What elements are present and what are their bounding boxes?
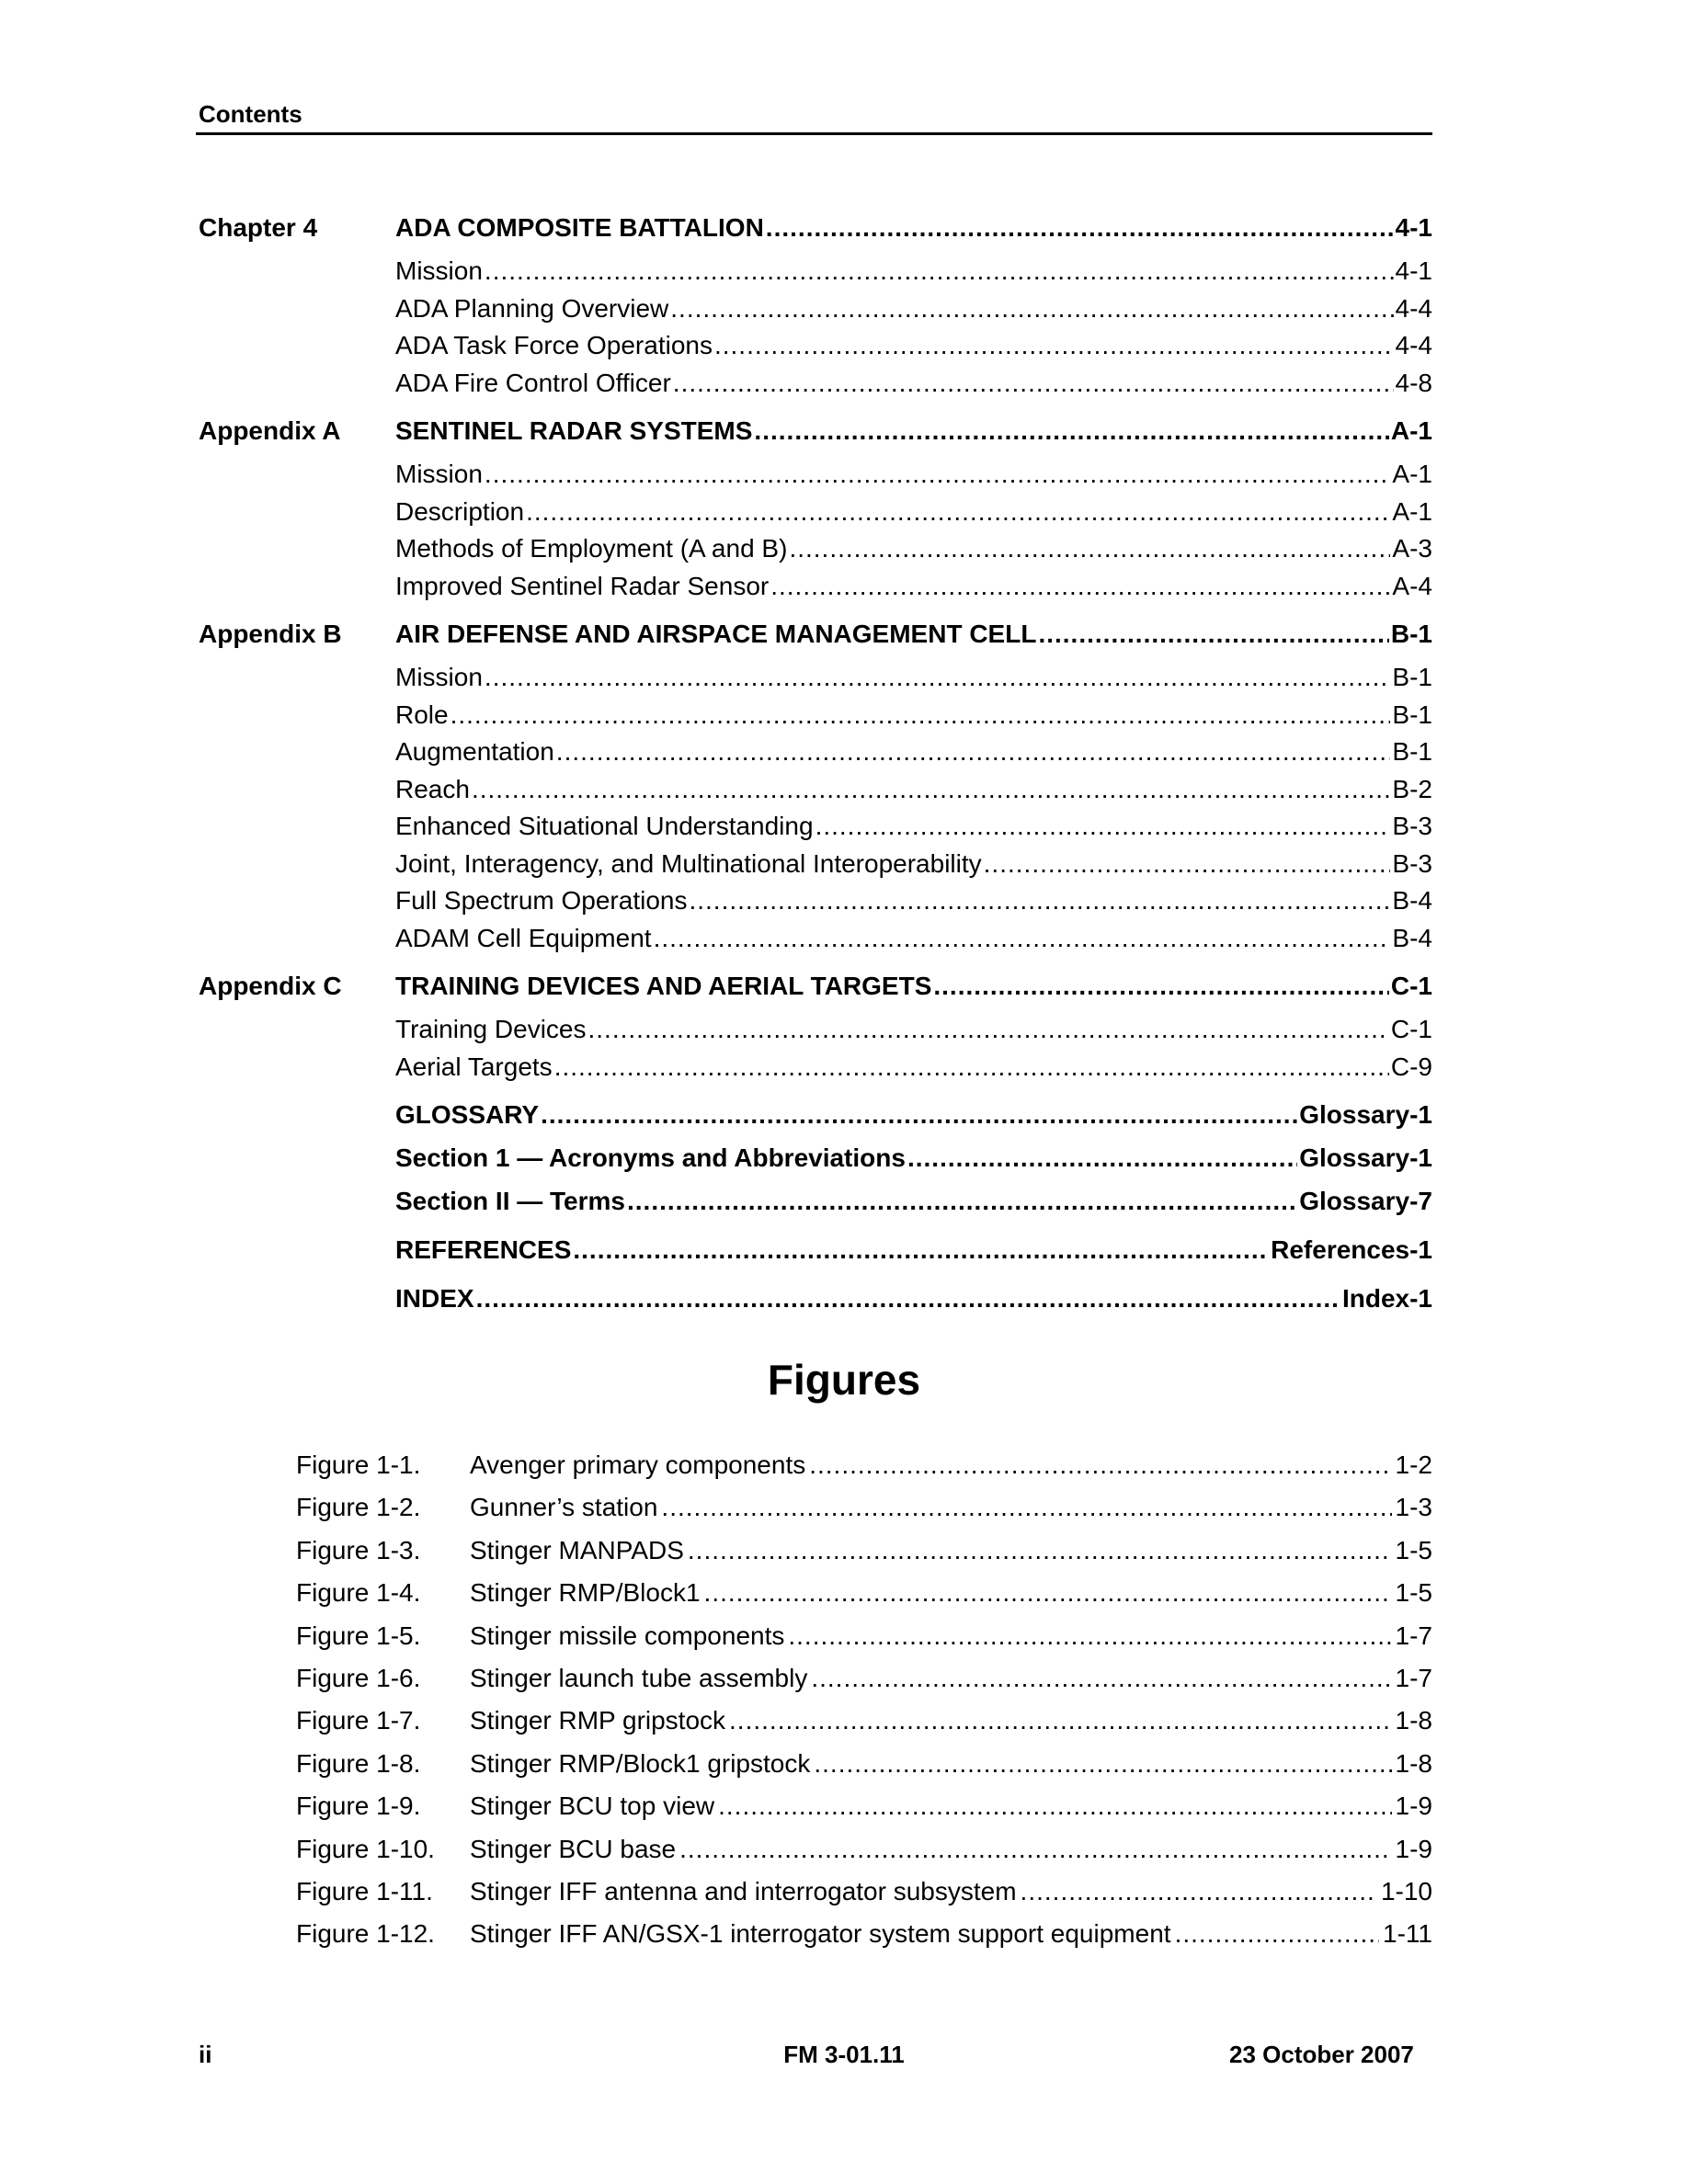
figure-row[interactable] [296, 1919, 1432, 1962]
figure-page: 1-8 [1395, 1748, 1432, 1778]
toc-row-glossary-section-1[interactable] [196, 1140, 1432, 1183]
figure-page: 1-7 [1395, 1621, 1432, 1650]
toc-entry-page: B-1 [1392, 700, 1432, 729]
toc-row[interactable] [196, 734, 1432, 771]
dot-leader [770, 572, 1390, 601]
figure-number: Figure 1-3. [296, 1535, 421, 1564]
toc-entry-title: REFERENCES [395, 1235, 572, 1264]
figure-number: Figure 1-10. [296, 1834, 435, 1863]
dot-leader [627, 1187, 1297, 1216]
toc-row[interactable] [196, 327, 1432, 365]
footer-page-number: ii [199, 2041, 212, 2068]
toc-row[interactable] [196, 530, 1432, 568]
dot-leader [1175, 1919, 1379, 1949]
toc-entry-page: B-3 [1392, 812, 1432, 840]
dot-leader [472, 775, 1390, 804]
toc-row[interactable] [196, 882, 1432, 920]
figure-page: 1-5 [1395, 1578, 1432, 1608]
dot-leader [984, 849, 1391, 879]
toc-row[interactable] [196, 568, 1432, 606]
toc-entry-page: Glossary-7 [1299, 1187, 1432, 1215]
toc-row[interactable] [196, 1049, 1432, 1086]
figure-number: Figure 1-7. [296, 1706, 421, 1735]
toc-entry-page: C-1 [1390, 972, 1432, 1000]
toc-entry-page: B-2 [1392, 774, 1432, 803]
dot-leader [1021, 1877, 1377, 1906]
figure-title: Stinger missile components [470, 1621, 785, 1650]
dot-leader [788, 1621, 1391, 1651]
figure-title: Stinger launch tube assembly [470, 1663, 808, 1692]
toc-row[interactable] [196, 210, 1432, 253]
dot-leader [661, 1493, 1391, 1522]
figure-title: Stinger BCU base [470, 1834, 677, 1863]
dot-leader [654, 924, 1391, 953]
dot-leader [556, 737, 1391, 767]
toc-group-label: Appendix C [199, 972, 342, 1000]
toc-entry-title: TRAINING DEVICES AND AERIAL TARGETS [395, 972, 932, 1000]
figure-number: Figure 1-12. [296, 1919, 435, 1949]
dot-leader [766, 213, 1394, 243]
toc-entry-page: Glossary-1 [1299, 1143, 1432, 1172]
toc-entry-title: Mission [395, 460, 483, 488]
toc-entry-page: Index-1 [1341, 1284, 1432, 1313]
dot-leader [673, 369, 1394, 398]
toc-entry-page: B-1 [1392, 737, 1432, 766]
figures-heading: Figures [767, 1356, 921, 1404]
dot-leader [704, 1578, 1392, 1608]
dot-leader [789, 534, 1390, 563]
toc-row[interactable] [196, 920, 1432, 958]
figure-title: Stinger IFF AN/GSX-1 interrogator system support equipment [470, 1919, 1171, 1949]
dot-leader [485, 460, 1391, 489]
figure-number: Figure 1-2. [296, 1493, 421, 1522]
toc-group-appendix-c [196, 968, 1432, 1086]
figures-list [296, 1450, 1432, 1962]
toc-entry-page: B-3 [1392, 848, 1432, 878]
toc-row[interactable] [196, 846, 1432, 883]
toc-entry-page: A-1 [1392, 460, 1432, 488]
figure-number: Figure 1-9. [296, 1792, 421, 1821]
figure-row[interactable] [296, 1706, 1432, 1748]
toc-group-label: Chapter 4 [199, 213, 318, 242]
toc-entry-title: Augmentation [395, 737, 554, 766]
dot-leader [485, 256, 1394, 286]
toc-row[interactable] [196, 697, 1432, 734]
dot-leader [476, 1284, 1340, 1314]
figure-page: 1-9 [1395, 1834, 1432, 1863]
toc-entry-page: C-9 [1390, 1052, 1432, 1081]
figure-number: Figure 1-5. [296, 1621, 421, 1650]
toc-entry-title: Description [395, 496, 525, 526]
dot-leader [451, 700, 1391, 730]
toc-entry-title: Section 1 — Acronyms and Abbreviations [395, 1143, 906, 1172]
figure-number: Figure 1-8. [296, 1748, 421, 1778]
toc-group-appendix-b [196, 616, 1432, 957]
footer-document-id: FM 3-01.11 [783, 2041, 905, 2068]
dot-leader [814, 1749, 1391, 1779]
figure-row[interactable] [296, 1664, 1432, 1706]
figure-title: Stinger RMP/Block1 gripstock [470, 1748, 811, 1778]
toc-entry-title: Mission [395, 663, 483, 691]
figure-page: 1-8 [1395, 1706, 1432, 1735]
toc-entry-title: ADA COMPOSITE BATTALION [395, 213, 764, 242]
figure-row[interactable] [296, 1877, 1432, 1919]
toc-entry-title: Full Spectrum Operations [395, 886, 688, 915]
dot-leader [933, 972, 1389, 1001]
toc-entry-title: AIR DEFENSE AND AIRSPACE MANAGEMENT CELL [395, 620, 1037, 648]
dot-leader [811, 1664, 1391, 1693]
dot-leader [679, 1835, 1391, 1864]
dot-leader [1038, 620, 1388, 649]
toc-entry-page: B-4 [1392, 886, 1432, 915]
toc-entry-title: Section II — Terms [395, 1187, 625, 1215]
header-title: Contents [199, 100, 302, 128]
figure-page: 1-9 [1395, 1792, 1432, 1821]
toc-row[interactable] [196, 456, 1432, 494]
toc-row[interactable] [196, 771, 1432, 809]
toc-row-references[interactable] [196, 1232, 1432, 1275]
table-of-contents [196, 210, 1432, 1335]
figure-number: Figure 1-1. [296, 1450, 421, 1479]
figure-title: Gunner’s station [470, 1493, 658, 1522]
figure-page: 1-5 [1395, 1535, 1432, 1564]
toc-group-appendix-a [196, 413, 1432, 605]
figure-title: Stinger BCU top view [470, 1792, 715, 1821]
toc-entry-page: B-4 [1392, 923, 1432, 952]
toc-entry-title: Mission [395, 256, 483, 285]
dot-leader [587, 1015, 1388, 1044]
toc-row[interactable] [196, 968, 1432, 1011]
dot-leader [689, 886, 1390, 916]
toc-entry-title: Role [395, 700, 449, 729]
toc-group-label: Appendix B [199, 620, 342, 648]
dot-leader [541, 1100, 1297, 1130]
toc-entry-page: 4-8 [1395, 368, 1432, 397]
figure-number: Figure 1-6. [296, 1663, 421, 1692]
toc-entry-title: Training Devices [395, 1015, 587, 1043]
toc-entry-page: B-1 [1390, 620, 1432, 648]
toc-entry-title: Methods of Employment (A and B) [395, 534, 788, 563]
toc-entry-page: C-1 [1390, 1015, 1432, 1043]
dot-leader [754, 416, 1388, 446]
dot-leader [815, 812, 1391, 841]
footer-date: 23 October 2007 [1229, 2041, 1414, 2068]
toc-row[interactable] [196, 808, 1432, 846]
dot-leader [573, 1235, 1269, 1265]
dot-leader [907, 1143, 1297, 1173]
dot-leader [554, 1052, 1389, 1082]
page-header [196, 98, 1432, 135]
dot-leader [526, 497, 1390, 527]
figure-page: 1-7 [1395, 1663, 1432, 1692]
figure-row[interactable] [296, 1621, 1432, 1664]
toc-row[interactable] [196, 1011, 1432, 1049]
toc-entry-page: B-1 [1392, 663, 1432, 691]
toc-row[interactable] [196, 253, 1432, 290]
figure-page: 1-3 [1395, 1493, 1432, 1522]
figure-title: Stinger MANPADS [470, 1535, 684, 1564]
figure-title: Avenger primary components [470, 1450, 806, 1479]
toc-entry-title: ADA Fire Control Officer [395, 368, 671, 397]
dot-leader [688, 1536, 1392, 1565]
figure-row[interactable] [296, 1749, 1432, 1792]
toc-entry-page: A-1 [1390, 416, 1432, 445]
toc-row-index[interactable] [196, 1280, 1432, 1324]
toc-entry-page: A-3 [1392, 534, 1432, 563]
figure-title: Stinger RMP gripstock [470, 1706, 726, 1735]
figure-number: Figure 1-4. [296, 1578, 421, 1608]
dot-leader [714, 331, 1394, 360]
figure-number: Figure 1-11. [296, 1876, 433, 1905]
toc-row[interactable] [196, 290, 1432, 328]
toc-entry-page: A-4 [1392, 571, 1432, 600]
figure-page: 1-2 [1395, 1450, 1432, 1479]
figure-row[interactable] [296, 1578, 1432, 1621]
toc-entry-title: Aerial Targets [395, 1052, 553, 1081]
toc-entry-page: 4-1 [1395, 213, 1432, 242]
toc-row[interactable] [196, 659, 1432, 697]
toc-row[interactable] [196, 616, 1432, 659]
toc-entry-title: Improved Sentinel Radar Sensor [395, 571, 770, 600]
toc-row[interactable] [196, 413, 1432, 456]
toc-row-glossary-section-2[interactable] [196, 1183, 1432, 1226]
toc-entry-title: ADA Planning Overview [395, 293, 669, 323]
toc-entry-page: References-1 [1271, 1235, 1432, 1264]
dot-leader [485, 663, 1391, 692]
figure-row[interactable] [296, 1493, 1432, 1535]
figure-row[interactable] [296, 1450, 1432, 1493]
toc-row-glossary[interactable] [196, 1097, 1432, 1140]
toc-entry-page: 4-1 [1395, 256, 1432, 285]
toc-entry-title: ADA Task Force Operations [395, 331, 713, 359]
toc-entry-title: GLOSSARY [395, 1100, 540, 1129]
figure-row[interactable] [296, 1835, 1432, 1877]
toc-entry-title: ADAM Cell Equipment [395, 923, 652, 952]
figure-page: 1-10 [1380, 1876, 1432, 1905]
toc-entry-page: 4-4 [1395, 331, 1432, 359]
toc-row[interactable] [196, 365, 1432, 403]
dot-leader [729, 1706, 1392, 1735]
toc-entry-page: 4-4 [1395, 293, 1432, 323]
toc-back-matter [196, 1097, 1432, 1324]
toc-entry-title: INDEX [395, 1284, 474, 1313]
figure-title: Stinger RMP/Block1 [470, 1578, 701, 1608]
toc-entry-title: Joint, Interagency, and Multinational Interoperability [395, 848, 982, 878]
toc-entry-title: Enhanced Situational Understanding [395, 812, 814, 840]
figure-title: Stinger IFF antenna and interrogator subsystem [470, 1876, 1017, 1905]
figure-page: 1-11 [1383, 1919, 1432, 1949]
toc-entry-page: A-1 [1392, 496, 1432, 526]
toc-row[interactable] [196, 494, 1432, 531]
figure-row[interactable] [296, 1536, 1432, 1578]
dot-leader [670, 294, 1393, 324]
dot-leader [809, 1450, 1391, 1480]
toc-entry-page: Glossary-1 [1299, 1100, 1432, 1129]
dot-leader [718, 1792, 1391, 1821]
toc-entry-title: SENTINEL RADAR SYSTEMS [395, 416, 753, 445]
toc-group-label: Appendix A [199, 416, 341, 445]
toc-group-chapter-4 [196, 210, 1432, 402]
figure-row[interactable] [296, 1792, 1432, 1834]
toc-entry-title: Reach [395, 774, 470, 803]
